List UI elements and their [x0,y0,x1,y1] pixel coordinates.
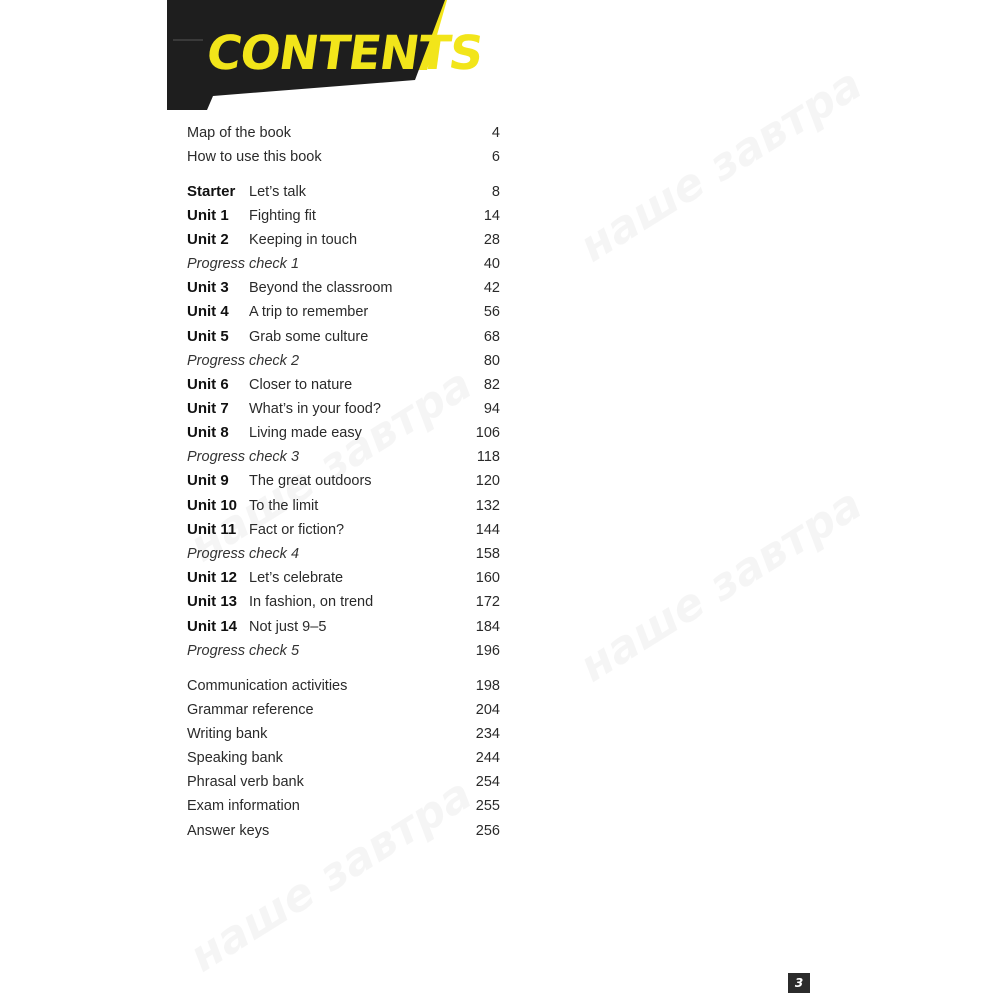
list-item[interactable] [187,494,500,518]
unit-label: Unit 11 [187,521,237,538]
entry-title: Progress check 3 [187,449,300,465]
entry-title: Fighting fit [249,208,316,224]
entry-page: 94 [483,401,500,417]
list-item[interactable] [187,722,500,746]
entry-title: Living made easy [249,425,362,441]
unit-label: Unit 9 [187,472,229,489]
list-item[interactable] [187,397,500,421]
entry-page: 132 [475,498,500,514]
entry-page: 56 [483,304,500,320]
unit-label: Starter [187,183,236,200]
list-item[interactable] [187,373,500,397]
list-item[interactable] [187,698,500,722]
entry-page: 172 [475,594,500,610]
list-item[interactable] [187,325,500,349]
list-item[interactable] [187,228,500,252]
entry-page: 8 [491,184,500,200]
entry-title: Let’s talk [249,184,306,200]
entry-page: 255 [475,798,500,814]
entry-title: Progress check 5 [187,643,300,659]
list-item[interactable] [187,469,500,493]
unit-label: Unit 12 [187,569,238,586]
list-item[interactable] [187,770,500,794]
entry-title: Writing bank [187,726,268,742]
entry-title: The great outdoors [249,473,372,489]
entry-title: To the limit [249,498,319,514]
entry-title: Communication activities [187,678,348,694]
entry-title: Keeping in touch [249,232,358,248]
list-item[interactable] [187,615,500,639]
unit-label: Unit 2 [187,231,229,248]
entry-page: 234 [475,726,500,742]
list-item[interactable] [187,746,500,770]
entry-title: Let’s celebrate [249,570,344,586]
entry-page: 4 [491,125,500,141]
entry-title: Progress check 4 [187,546,300,562]
entry-title: Closer to nature [249,377,353,393]
list-item[interactable] [187,566,500,590]
entry-page: 6 [491,149,500,165]
list-item[interactable] [187,674,500,698]
list-item[interactable] [187,639,500,663]
entry-page: 160 [475,570,500,586]
entry-title: Beyond the classroom [249,280,393,296]
list-item[interactable] [187,276,500,300]
unit-label: Unit 7 [187,400,229,417]
entry-page: 196 [475,643,500,659]
entry-title: Answer keys [187,823,270,839]
unit-label: Unit 10 [187,497,238,514]
list-item[interactable] [187,518,500,542]
entry-page: 42 [483,280,500,296]
list-item[interactable] [187,794,500,818]
list-item[interactable] [187,349,500,373]
entry-page: 40 [483,256,500,272]
entry-title: Grab some culture [249,329,369,345]
entry-title: Exam information [187,798,300,814]
entry-title: How to use this book [187,149,322,165]
entry-title: Not just 9–5 [249,619,327,635]
page-title: CONTENTS [203,26,487,81]
entry-page: 204 [475,702,500,718]
list-item[interactable] [187,445,500,469]
unit-label: Unit 8 [187,424,229,441]
list-item[interactable] [187,252,500,276]
list-item[interactable] [187,145,500,169]
entry-page: 256 [475,823,500,839]
entry-page: 158 [475,546,500,562]
entry-page: 82 [483,377,500,393]
entry-page: 254 [475,774,500,790]
entry-title: In fashion, on trend [249,594,374,610]
list-item[interactable] [187,121,500,145]
entry-page: 68 [483,329,500,345]
entry-page: 144 [475,522,500,538]
entry-page: 14 [483,208,500,224]
unit-label: Unit 6 [187,376,229,393]
entry-title: Speaking bank [187,750,283,766]
entry-title: What’s in your food? [249,401,381,417]
entry-title: A trip to remember [249,304,369,320]
entry-page: 106 [475,425,500,441]
unit-label: Unit 14 [187,618,238,635]
entry-title: Phrasal verb bank [187,774,304,790]
entry-page: 80 [483,353,500,369]
list-item[interactable] [187,819,500,843]
page-number-badge: 3 [788,973,810,993]
entry-title: Grammar reference [187,702,314,718]
entry-page: 120 [475,473,500,489]
list-item[interactable] [187,421,500,445]
list-item[interactable] [187,300,500,324]
unit-label: Unit 5 [187,328,229,345]
entry-page: 28 [483,232,500,248]
entry-title: Progress check 1 [187,256,300,272]
entry-page: 244 [475,750,500,766]
entry-page: 118 [476,449,500,465]
entry-page: 198 [475,678,500,694]
unit-label: Unit 1 [187,207,229,224]
entry-page: 184 [475,619,500,635]
unit-label: Unit 4 [187,303,229,320]
list-item[interactable] [187,204,500,228]
unit-label: Unit 3 [187,279,229,296]
list-item[interactable] [187,590,500,614]
list-item[interactable] [187,180,500,204]
entry-title: Progress check 2 [187,353,300,369]
unit-label: Unit 13 [187,593,238,610]
entry-title: Map of the book [187,125,291,141]
list-item[interactable] [187,542,500,566]
entry-title: Fact or fiction? [249,522,345,538]
